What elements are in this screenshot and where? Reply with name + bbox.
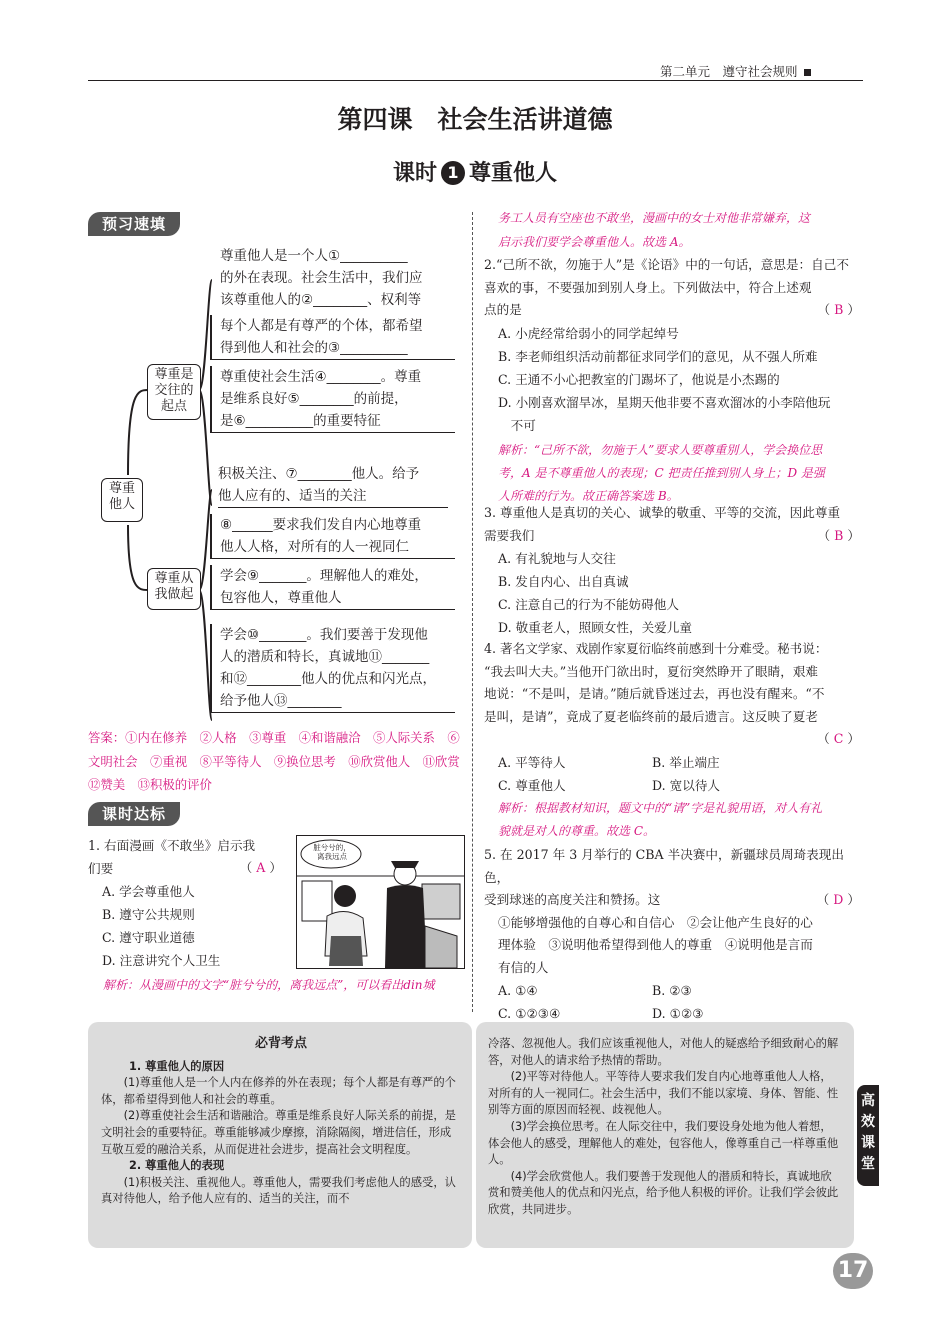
answers-block: 答案：①内在修养 ②人格 ③尊重 ④和谐融洽 ⑤人际关系 ⑥文明社会 ⑦重视 ⑧平等待人 ⑨换位思考 ⑩欣赏他人 ⑪欣赏 ⑫赞美 ⑬积极的评价 bbox=[88, 730, 473, 792]
key-points-panel-left bbox=[88, 1022, 472, 1248]
mindmap-b2-box2: 学会⑨_______。理解他人的难处， 包容他人，尊重他人 bbox=[210, 565, 455, 610]
answer-paren: （ D ） bbox=[816, 892, 860, 907]
question-4-stem: 4. 著名文学家、戏剧作家夏衍临终前感到十分难受。秘书说： “我去叫大夫。”当他开门欲出时，夏衍突然睁开了眼睛，艰难 地说：“不是叫，是请。”随后就昏迷过去，再也没有醒来。“不 是叫，是请”，竟成了夏老临终前的最后遗言。这反映了夏老 bbox=[484, 641, 828, 724]
question-5-items: ①能够增强他的自尊心和自信心 ②会让他产生良好的心 理体验 ③说明他希望得到他人的尊重 ④说明他是言而 有信的人 bbox=[498, 914, 813, 975]
option-c: C. 遵守职业道德 bbox=[102, 930, 195, 945]
header-rule bbox=[88, 80, 863, 81]
option-c: C. ①②③④ bbox=[498, 1006, 561, 1021]
answer-paren: （ B ） bbox=[817, 302, 860, 317]
option-b: B. 遵守公共规则 bbox=[102, 907, 195, 922]
cartoon-image bbox=[296, 835, 465, 969]
question-4-explanation: 解析：根据教材知识，题文中的“请”字是礼貌用语，对人有礼 貌就是对人的尊重。故选 C。 bbox=[498, 800, 823, 838]
answer-paren: （ C ） bbox=[817, 731, 860, 746]
panel-paragraph: (3)学会换位思考。在人际交往中，我们要设身处地为他人着想，体会他人的感受，理解他人的难处，包容他人，像尊重自己一样尊重他人。 bbox=[488, 1119, 839, 1167]
square-bullet-icon bbox=[804, 69, 811, 76]
option-row bbox=[484, 751, 860, 774]
column-divider bbox=[472, 212, 473, 1012]
preview-badge: 预习速填 bbox=[88, 212, 180, 236]
answer-paren: （ B ） bbox=[817, 527, 860, 543]
panel-heading: 必背考点 bbox=[254, 1036, 307, 1051]
answer-paren: （ A ） bbox=[239, 860, 282, 875]
mindmap-branch-self: 尊重从 我做起 bbox=[147, 568, 201, 610]
page-number: 17 bbox=[833, 1253, 873, 1289]
option-a: A. ①④ bbox=[498, 983, 538, 998]
option-b: B. 举止端庄 bbox=[652, 754, 720, 770]
option-b: B. 李老师组织活动前都征求同学们的意见，从不强人所难 bbox=[498, 348, 818, 364]
option-c: C. 王通不小心把教室的门踢坏了，他说是小杰踢的 bbox=[498, 371, 780, 387]
panel-subheading: 1. 尊重他人的原因 bbox=[129, 1059, 225, 1073]
lesson-title: 第四课 社会生活讲道德 bbox=[337, 105, 613, 134]
question-1-explanation-cont: 务工人员有空座也不敢坐，漫画中的女士对他非常嫌弃，这 启示我们要学会尊重他人。故选 A。 bbox=[498, 211, 811, 249]
option-d: D. 小刚喜欢溜旱冰，星期天他非要不喜欢溜冰的小李陪他玩 不可 bbox=[498, 394, 831, 433]
option-c: C. 注意自己的行为不能妨碍他人 bbox=[498, 597, 679, 612]
option-a: A. 平等待人 bbox=[498, 754, 566, 770]
option-row bbox=[484, 979, 860, 1002]
option-d: D. 注意讲究个人卫生 bbox=[102, 953, 221, 968]
mindmap-b2-box3: 学会⑩_______。我们要善于发现他 人的潜质和特长，真诚地⑪_______ 和⑫________他人的优点和闪光点， 给予他人⑬________ bbox=[210, 624, 455, 713]
question-2 bbox=[484, 254, 860, 508]
running-header: 第二单元 遵守社会规则 bbox=[660, 62, 811, 80]
option-d: D. ①②③ bbox=[652, 1006, 704, 1021]
panel-paragraph: (1)尊重他人是一个人内在修养的外在表现；每个人都是有尊严的个体，都希望得到他人和社会的尊重。 bbox=[101, 1076, 456, 1106]
question-2-stem: 2.“己所不欲，勿施于人”是《论语》中的一句话，意思是：自己不 喜欢的事，不要强加到别人身上。下列做法中，符合上述观 点的是 （ B ） bbox=[484, 254, 860, 322]
option-a: A. 小虎经常给弱小的同学起绰号 bbox=[498, 325, 679, 341]
mindmap-b2-top: 积极关注、⑦________他人。给予 他人应有的、适当的关注 bbox=[218, 463, 448, 508]
mindmap-branch-start: 尊重是 交往的 起点 bbox=[147, 364, 201, 420]
question-2-explanation: 解析：“己所不欲，勿施于人”要求人要尊重别人，学会换位思 考，A 是不尊重他人的表现；C 把责任推到别人身上；D 是强 人所难的行为。故正确答案选 B。 bbox=[498, 442, 825, 503]
mindmap-root: 尊重 他人 bbox=[101, 478, 143, 522]
standard-badge: 课时达标 bbox=[88, 802, 180, 826]
option-d: D. 宽以待人 bbox=[652, 777, 721, 793]
option-b: B. 发自内心、出自真诚 bbox=[498, 574, 629, 589]
question-5-stem: 5. 在 2017 年 3 月举行的 CBA 半决赛中，新疆球员周琦表现出色， 受到球迷的高度关注和赞扬。这 （ D ） bbox=[484, 844, 860, 912]
key-points-panel-right bbox=[476, 1022, 854, 1248]
question-4 bbox=[484, 638, 860, 843]
panel-paragraph: 冷落、忽视他人。我们应该重视他人，对他人的疑惑给予细致耐心的解答，对他人的请求给予热情的帮助。 bbox=[488, 1037, 839, 1067]
option-c: C. 尊重他人 bbox=[498, 777, 566, 793]
number-circle-icon: 1 bbox=[441, 161, 465, 185]
panel-paragraph: (2)平等对待他人。平等待人要求我们发自内心地尊重他人人格，对所有的人一视同仁。社会生活中，我们不能以家境、身体、智能、性别等方面的原因而轻视、歧视他人。 bbox=[488, 1070, 839, 1117]
section-title: 课时 1 尊重他人 bbox=[392, 161, 558, 186]
question-5 bbox=[484, 844, 860, 1025]
mindmap-b1-box2: 尊重使社会生活④________。尊重 是维系良好⑤________的前提， 是⑥__________的重要特征 bbox=[210, 366, 455, 433]
mindmap-b1-top: 尊重他人是一个人①__________ 的外在表现。社会生活中，我们应 该尊重他人的②________、权利等 bbox=[220, 248, 423, 308]
option-a: A. 有礼貌地与人交往 bbox=[498, 551, 616, 566]
panel-paragraph: (1)积极关注、重视他人。尊重他人，需要我们考虑他人的感受，认真对待他人，给予他人应有的、适当的关注，而不 bbox=[101, 1175, 456, 1206]
question-1-stem: 1. 右面漫画《不敢坐》启示我 们要 （ A ） bbox=[88, 835, 286, 880]
mindmap-b2-box1: ⑧______要求我们发自内心地尊重 他人人格，对所有的人一视同仁 bbox=[210, 514, 455, 559]
question-3 bbox=[484, 502, 860, 639]
panel-paragraph: (2)尊重使社会生活和谐融洽。尊重是维系良好人际关系的前提，是文明社会的重要特征。尊重能够减少摩擦，消除隔阂，增进信任，形成互敬互爱的融洽关系，从而促进社会进步，提高社会文明程度。 bbox=[101, 1109, 456, 1156]
panel-subheading: 2. 尊重他人的表现 bbox=[129, 1159, 225, 1173]
panel-paragraph: (4)学会欣赏他人。我们要善于发现他人的潜质和特长，真诚地欣赏和赞美他人的优点和闪光点，给予他人积极的评价。让我们学会彼此欣赏，共同进步。 bbox=[488, 1169, 839, 1216]
option-a: A. 学会尊重他人 bbox=[102, 884, 195, 899]
option-d: D. 敬重老人，照顾女性，关爱儿童 bbox=[498, 620, 692, 635]
question-1-explanation: 解析：从漫画中的文字“脏兮兮的，离我远点”，可以看出din城 bbox=[103, 978, 435, 992]
option-row bbox=[484, 774, 860, 797]
cartoon-bubble: 脏兮兮的， 离我远点 bbox=[313, 843, 351, 861]
question-3-stem: 3. 尊重他人是真切的关心、诚挚的敬重、平等的交流，因此尊重 需要我们 （ B ） bbox=[484, 502, 860, 547]
option-b: B. ②③ bbox=[652, 983, 692, 998]
mindmap-b1-box1: 每个人都是有尊严的个体，都希望 得到他人和社会的③__________ bbox=[210, 315, 455, 360]
question-1 bbox=[88, 835, 286, 972]
side-tab: 高 效 课 堂 bbox=[857, 1085, 879, 1186]
